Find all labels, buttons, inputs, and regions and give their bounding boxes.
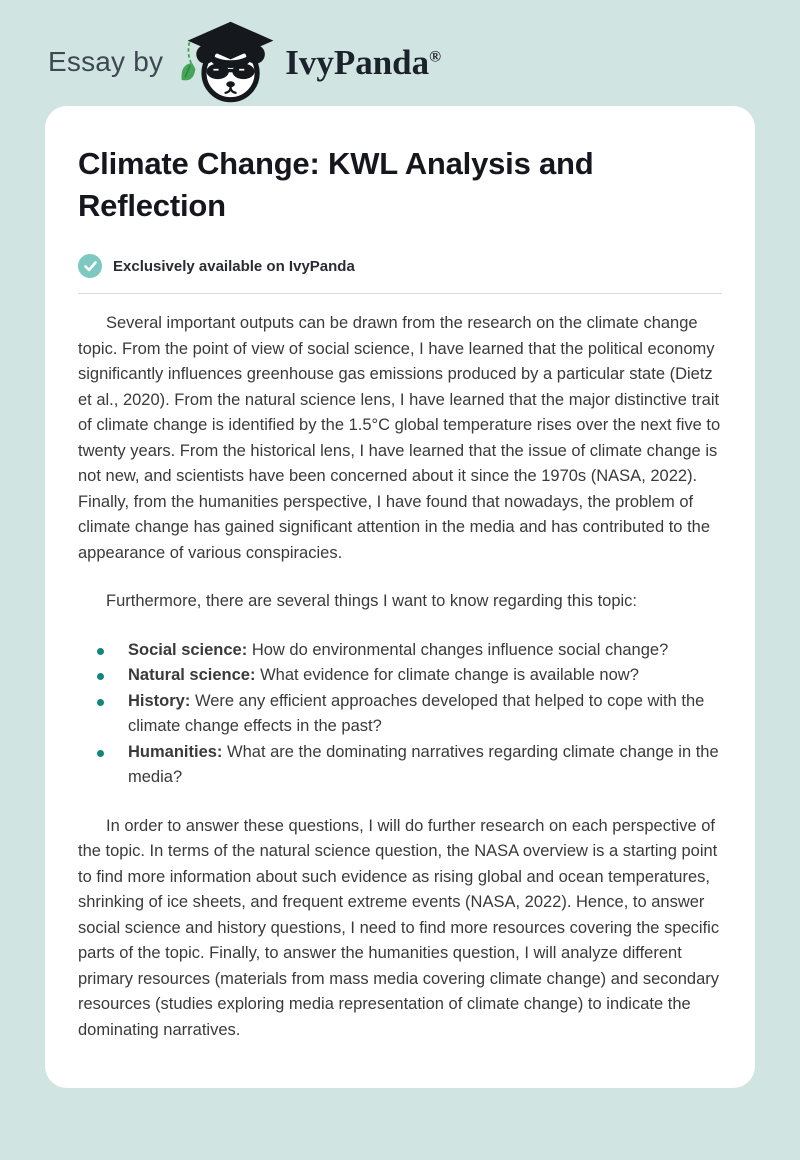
essay-by-text: Essay by bbox=[48, 46, 164, 77]
divider bbox=[78, 293, 722, 294]
list-item-label: Humanities: bbox=[128, 742, 223, 761]
list-item-humanities bbox=[78, 740, 722, 791]
availability-row bbox=[78, 254, 722, 278]
check-icon bbox=[78, 254, 102, 278]
brand-name: IvyPanda bbox=[285, 42, 430, 82]
list-item-text: Were any efficient approaches developed that helped to cope with the climate change effects in the past? bbox=[128, 691, 705, 735]
list-item-text: What evidence for climate change is available now? bbox=[260, 666, 639, 684]
page-title: Climate Change: KWL Analysis and Reflection bbox=[78, 146, 594, 223]
registered-mark: ® bbox=[429, 47, 442, 65]
paragraph-next-steps: In order to answer these questions, I will do further research on each perspective of the topic. In terms of the natural science question, the NASA overview is a starting point to find more information about such evidence as rising global and ocean temperatures, shrinking of ice sheets, and frequent extreme events (NASA, 2022). Hence, to answer social science and history questions, I need to find more resources covering the specific parts of the topic. Finally, to answer the humanities question, I will analyze different primary resources (materials from mass media covering climate change) and secondary resources (studies exploring media representation of climate change) to indicate the dominating narratives. bbox=[78, 816, 720, 1039]
list-item-label: Social science: bbox=[128, 640, 248, 659]
page-header bbox=[0, 0, 800, 98]
panda-graduate-icon bbox=[179, 20, 277, 104]
brand-wordmark bbox=[285, 42, 442, 82]
list-item-natural-science bbox=[78, 663, 722, 689]
list-item-social-science bbox=[78, 638, 722, 664]
paragraph-want-to-know: Furthermore, there are several things I want to know regarding this topic: bbox=[106, 592, 638, 610]
list-item-text: What are the dominating narratives regarding climate change in the media? bbox=[128, 742, 719, 786]
kwl-question-list bbox=[78, 638, 722, 791]
availability-text: Exclusively available on IvyPanda bbox=[113, 257, 355, 275]
list-item-label: History: bbox=[128, 691, 191, 710]
paragraph-learned: Several important outputs can be drawn from the research on the climate change topic. From the point of view of social science, I have learned that the political economy significantly influences greenhouse gas emissions produced by a particular state (Dietz et al., 2020). From the natural science lens, I have learned that the major distinctive trait of climate change is identified by the 1.5°C global temperature rises over the next five to twenty years. From the historical lens, I have learned that the issue of climate change is not new, and scientists have been concerned about it since the 1970s (NASA, 2022). Finally, from the humanities perspective, I have found that nowadays, the problem of climate change has gained significant attention in the media and has contributed to the appearance of various conspiracies. bbox=[78, 314, 721, 562]
list-item-label: Natural science: bbox=[128, 666, 256, 684]
list-item-history bbox=[78, 689, 722, 740]
list-item-text: How do environmental changes influence social change? bbox=[251, 640, 669, 659]
essay-card bbox=[45, 106, 755, 1088]
